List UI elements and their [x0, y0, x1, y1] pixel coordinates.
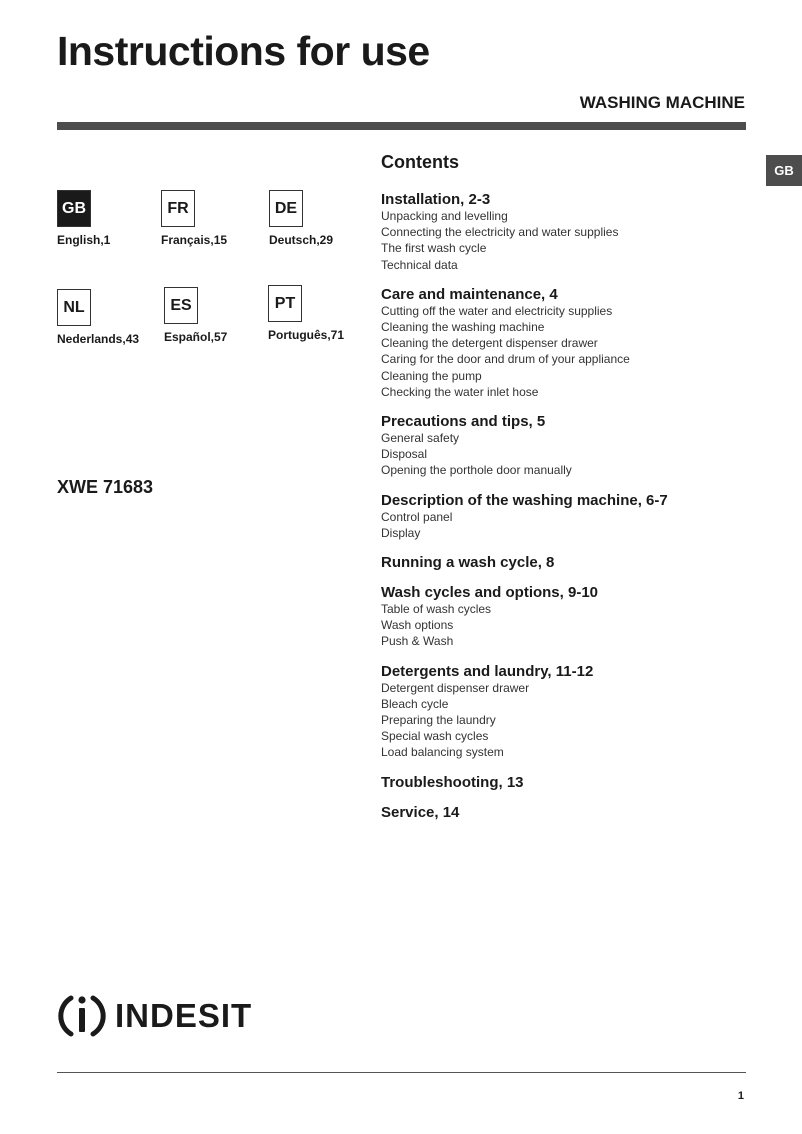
contents-item[interactable]: The first wash cycle [381, 241, 487, 256]
contents-item[interactable]: Display [381, 525, 421, 540]
contents-item[interactable]: Caring for the door and drum of your appliance [381, 352, 630, 367]
contents-section [381, 413, 751, 479]
contents-section [381, 663, 751, 761]
contents-item[interactable]: Cutting off the water and electricity supplies [381, 303, 613, 318]
language-label[interactable]: English,1 [57, 233, 111, 247]
contents-section-title[interactable]: Precautions and tips, 5 [381, 413, 546, 431]
contents-section [381, 286, 751, 400]
language-label[interactable]: Português,71 [268, 328, 345, 342]
contents-item[interactable]: Technical data [381, 257, 458, 272]
language-label[interactable]: Deutsch,29 [269, 233, 334, 247]
contents-item[interactable]: Disposal [381, 447, 428, 462]
contents-item-list [381, 430, 751, 479]
contents-section-title[interactable]: Description of the washing machine, 6-7 [381, 491, 668, 509]
contents-item[interactable]: Checking the water inlet hose [381, 384, 539, 399]
contents-section-title[interactable]: Care and maintenance, 4 [381, 285, 558, 303]
contents-section-title[interactable]: Service, 14 [381, 803, 460, 821]
language-nl[interactable] [57, 289, 157, 346]
language-label[interactable]: Français,15 [161, 233, 228, 247]
contents-section [381, 774, 751, 791]
brand-wordmark: INDESIT [115, 997, 253, 1034]
contents-section-title[interactable]: Installation, 2-3 [381, 191, 491, 208]
header-divider [57, 122, 746, 130]
language-gb[interactable] [57, 190, 157, 247]
contents-item[interactable]: Wash options [381, 618, 454, 633]
contents-item-list [381, 208, 751, 273]
contents-item-list [381, 680, 751, 761]
language-code-box[interactable]: FR [161, 190, 195, 227]
language-label[interactable]: Español,57 [164, 330, 228, 344]
document-subtitle: WASHING MACHINE [579, 93, 745, 112]
language-side-tab[interactable]: GB [766, 155, 802, 186]
language-code-box[interactable]: NL [57, 289, 91, 326]
contents-section-title[interactable]: Detergents and laundry, 11-12 [381, 662, 594, 680]
contents-item[interactable]: Cleaning the detergent dispenser drawer [381, 336, 598, 351]
language-label[interactable]: Nederlands,43 [57, 332, 140, 346]
contents-item[interactable]: Connecting the electricity and water supplies [381, 225, 619, 240]
contents-section-title[interactable]: Running a wash cycle, 8 [381, 554, 555, 572]
language-pt[interactable] [268, 285, 368, 342]
contents-item[interactable]: General safety [381, 431, 460, 446]
contents-item[interactable]: Special wash cycles [381, 729, 489, 744]
contents-item[interactable]: Cleaning the pump [381, 368, 482, 383]
language-code-box[interactable]: GB [57, 190, 91, 227]
language-code-box[interactable]: ES [164, 287, 198, 324]
contents-item[interactable]: Control panel [381, 509, 453, 524]
page-title: Instructions for use [57, 28, 430, 74]
contents-item-list [381, 509, 751, 541]
contents-item[interactable]: Load balancing system [381, 745, 504, 760]
brand-logo [57, 990, 252, 1042]
language-code-box[interactable]: DE [269, 190, 303, 227]
contents-item[interactable]: Cleaning the washing machine [381, 320, 545, 335]
contents-item-list [381, 303, 751, 400]
contents-item[interactable]: Table of wash cycles [381, 602, 492, 617]
contents-item[interactable]: Bleach cycle [381, 696, 449, 711]
contents-item[interactable]: Opening the porthole door manually [381, 463, 572, 478]
contents-section [381, 584, 751, 650]
contents-item[interactable]: Unpacking and levelling [381, 209, 508, 223]
language-es[interactable] [164, 287, 264, 344]
contents-section [381, 492, 751, 541]
contents-item[interactable]: Push & Wash [381, 634, 454, 649]
page-number: 1 [737, 1090, 744, 1102]
indesit-logo-icon [57, 990, 107, 1042]
language-fr[interactable] [161, 190, 261, 247]
contents-item[interactable]: Detergent dispenser drawer [381, 680, 530, 695]
footer-divider [57, 1072, 746, 1073]
contents-item[interactable]: Preparing the laundry [381, 713, 496, 728]
contents-heading: Contents [381, 152, 459, 172]
contents-section [381, 191, 751, 273]
model-number: XWE 71683 [57, 477, 154, 497]
table-of-contents [381, 152, 751, 834]
contents-section-title[interactable]: Troubleshooting, 13 [381, 773, 524, 791]
contents-item-list [381, 601, 751, 650]
contents-section [381, 554, 751, 571]
language-de[interactable] [269, 190, 369, 247]
language-code-box[interactable]: PT [268, 285, 302, 322]
contents-section [381, 804, 751, 821]
contents-section-title[interactable]: Wash cycles and options, 9-10 [381, 584, 599, 602]
